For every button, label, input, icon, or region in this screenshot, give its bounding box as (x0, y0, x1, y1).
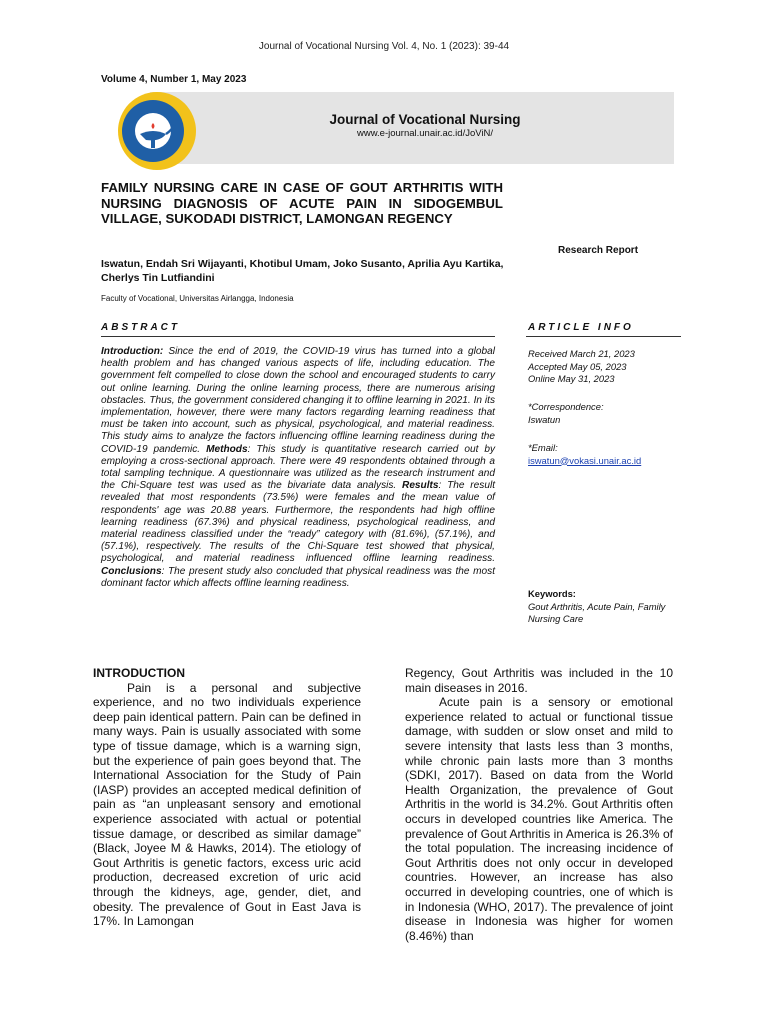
article-dates (528, 348, 635, 386)
journal-logo (116, 90, 198, 172)
keywords-block (528, 588, 678, 626)
introduction-heading: INTRODUCTION (93, 666, 185, 680)
abstract-body (101, 346, 495, 590)
email-link[interactable]: iswatun@vokasi.unair.ac.id (528, 454, 642, 466)
correspondence-name: Iswatun (528, 413, 561, 425)
paper-title: FAMILY NURSING CARE IN CASE OF GOUT ARTHRITIS WITH NURSING DIAGNOSIS OF ACUTE PAIN IN SIDOGEMBUL VILLAGE, SUKODADI DISTRICT, LAMONGAN REGENCY (101, 180, 503, 226)
keywords-label: Keywords: (528, 588, 576, 599)
accepted-date: Accepted May 05, 2023 (528, 360, 627, 372)
journal-url[interactable]: www.e-journal.unair.ac.id/JoViN/ (356, 128, 494, 139)
results-label: Results (402, 480, 439, 492)
lamp-stem (151, 140, 155, 148)
received-date: Received March 21, 2023 (528, 348, 635, 359)
affiliation: Faculty of Vocational, Universitas Airlangga, Indonesia (101, 294, 294, 303)
conclusions-label: Conclusions (101, 565, 162, 577)
methods-label: Methods (206, 443, 248, 455)
article-type: Research Report (558, 245, 639, 256)
author-list: Iswatun, Endah Sri Wijayanti, Khotibul Umam, Joko Susanto, Aprilia Ayu Kartika, Cherlys Tin Lutfiandini (101, 258, 504, 284)
online-date: Online May 31, 2023 (528, 373, 615, 384)
email-block (528, 442, 641, 467)
intro-label: Introduction: (101, 346, 164, 357)
keywords-list: Gout Arthritis, Acute Pain, Family Nursing Care (528, 600, 666, 624)
volume-line: Volume 4, Number 1, May 2023 (101, 74, 247, 85)
article-info-divider (526, 336, 681, 337)
email-label: *Email: (528, 442, 558, 453)
intro-text: Since the end of 2019, the COVID-19 virus has turned into a global health problem and has changed various aspects of life, including education. The government felt compelled to close down the school and encouraged students to carry out online learning. During the online learning process, there are numerous arising obstacles. Thus, the government considered changing it to offline learning in 2021. In its implementation, however, there were many factors regarding learning readiness that must be taken into account, such as physical, psychological, and material readiness. This study aims to analyze the factors influencing offline learning readiness during the COVID-19 pandemic. (101, 346, 495, 455)
abstract-heading: ABSTRACT (101, 322, 180, 333)
intro-paragraph: Acute pain is a sensory or emotional experience related to actual or functional tissue damage, with sudden or slow onset and mild to severe intensity that lasts less than 3 months, while chronic pain lasts more than 3 months (SDKI, 2017). Based on data from the World Health Organization, the prevalence of Gout Arthritis in the world is 34.2%. Gout Arthritis often occurs in developed countries like America. The prevalence of Gout Arthritis in America is 26.3% of the total population. The increasing incidence of Gout Arthritis does not only occur in developed countries. However, an increase has also occurred in developing countries, one of which is in Indonesia (WHO, 2017). The prevalence of joint disease in Indonesia was higher for women (8.46%) than (405, 695, 673, 943)
abstract-divider (101, 336, 495, 337)
article-info-heading: ARTICLE INFO (528, 322, 634, 333)
journal-name: Journal of Vocational Nursing (329, 112, 521, 127)
conclusions-text: : The present study also concluded that physical readiness was the most dominant factor which affects offline learning readiness. (101, 565, 495, 589)
results-text: : The result revealed that most respondents (73.5%) were females and the mean value of respondents' age was 20.88 years. Furthermore, the respondents had high offline learning readiness (67.3%) and physical readiness, psychological readiness, and material readiness classified under the “ready” category with (81.6%), (57.1%), and (57.1%), respectively. The results of the Chi-Square test showed that physical, psychological, and material readiness influenced offline learning readiness. (101, 480, 495, 565)
intro-paragraph: Pain is a personal and subjective experience, and no two individuals experience deep pain identical pattern. Pain can be defined in many ways. Pain is usually associated with some type of tissue damage, which is a warning sign, but the experience of pain goes beyond that. The International Association for the Study of Pain (IASP) provides an accepted medical definition of pain as “an unpleasant sensory and emotional experience associated with actual or potential tissue damage, or described as similar damage” (Black, Joyee M & Hawks, 2014). The etiology of Gout Arthritis is genetic factors, excess uric acid production, decreased excretion of uric acid through the kidneys, age, gender, diet, and obesity. The prevalence of Gout in East Java is 17%. In Lamongan (93, 680, 361, 929)
intro-paragraph: Regency, Gout Arthritis was included in the 10 main diseases in 2016. (405, 666, 673, 695)
correspondence-label: *Correspondence: (528, 401, 604, 412)
methods-text: : This study is quantitative research carried out by employing a cross-sectional approach. There were 49 respondents obtained through a total sampling technique. A questionnaire was utilized as the research instrument and the Chi-Square test was used as the bivariate data analysis. (101, 443, 495, 492)
correspondence-block (528, 401, 604, 426)
intro-column-left (93, 666, 361, 929)
running-head: Journal of Vocational Nursing Vol. 4, No. 1 (2023): 39-44 (258, 41, 510, 52)
intro-column-right (405, 666, 673, 943)
